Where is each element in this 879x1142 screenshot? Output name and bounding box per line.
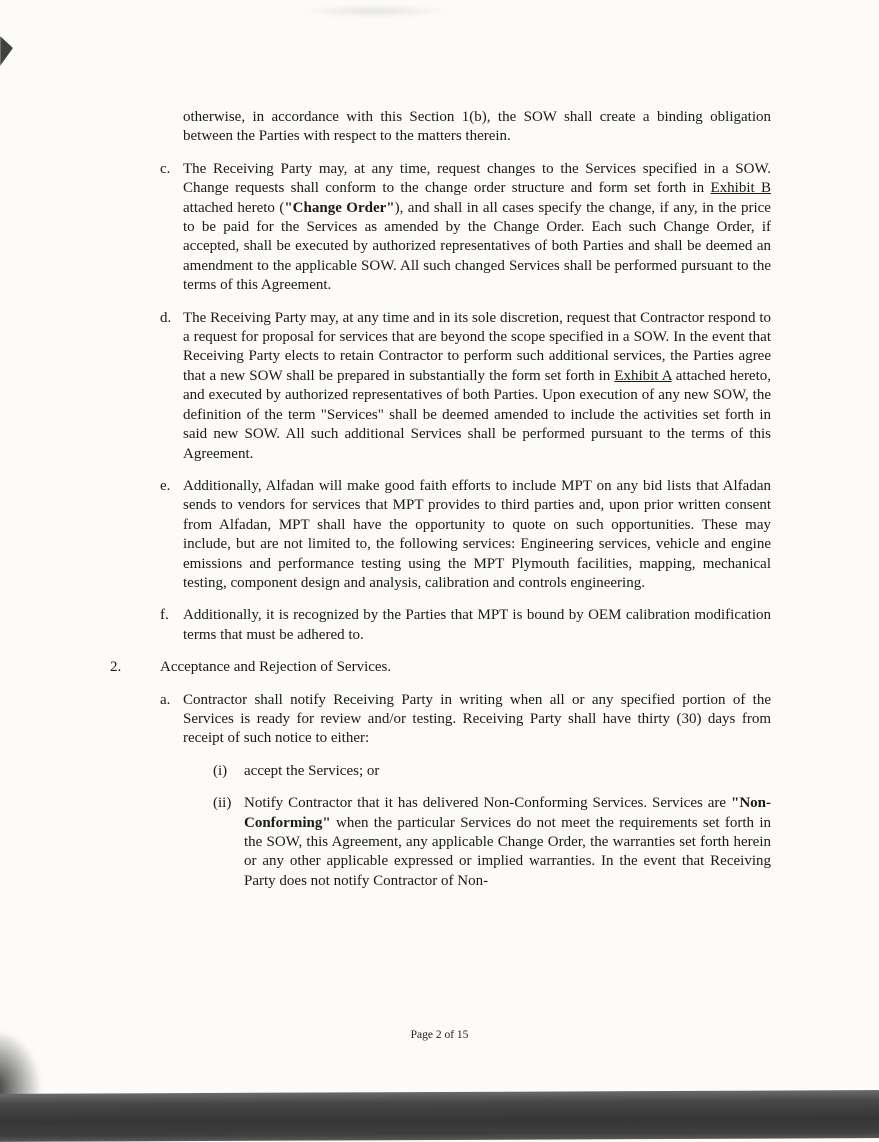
paragraph-continuation: otherwise, in accordance with this Section 1(b), the SOW shall create a binding obligation between the Parties with respect to the matters therein. (183, 109, 771, 145)
page-number: Page 2 of 15 (410, 1029, 469, 1041)
list-item-a-label: a. (160, 691, 171, 708)
list-item-i-label: (i) (213, 762, 228, 779)
list-item-f-text: Additionally, it is recognized by the Parties that MPT is bound by OEM calibration modification terms that must be adhered to. (183, 607, 771, 643)
list-item-f (160, 606, 771, 645)
section-2-number: 2. (110, 659, 122, 676)
section-2-title: Acceptance and Rejection of Services. (160, 659, 392, 676)
list-item-a-text: Contractor shall notify Receiving Party in writing when all or any specified portion of the Services is ready for review and/or testing. Receiving Party shall have thirty (30) days from receipt of such notice to either: (183, 691, 771, 747)
list-item-ii (213, 794, 771, 891)
list-item-c (160, 160, 771, 296)
scan-artifact-top-smudge (300, 5, 450, 17)
list-item-a (160, 691, 771, 749)
list-item-d-text: The Receiving Party may, at any time and in its sole discretion, request that Contractor respond to a request for proposal for services that are beyond the scope specified in a SOW. In the event that Receiving Party elects to retain Contractor to perform such additional services, the Parties agree that a new SOW shall be prepared in substantially the form set forth in Exhibit A attached hereto, and executed by authorized representatives of both Parties. Upon execution of any new SOW, the definition of the term "Services" shall be deemed amended to include the activities set forth in said new SOW. All such additional Services shall be performed pursuant to the terms of this Agreement. (183, 309, 772, 462)
scan-artifact-bottom-band (0, 1090, 879, 1142)
list-item-d (160, 309, 771, 464)
list-item-i-text: accept the Services; or (244, 762, 380, 779)
list-item-e-text: Additionally, Alfadan will make good faith efforts to include MPT on any bid lists that Alfadan sends to vendors for services that MPT provides to third parties and, upon prior written consent from Alfadan, MPT shall have the opportunity to quote on such opportunities. These may include, but are not limited to, the following services: Engineering services, vehicle and engine emissions and performance testing using the MPT Plymouth facilities, mapping, mechanical testing, component design and analysis, calibration and controls engineering. (183, 477, 771, 591)
list-item-e-label: e. (160, 477, 171, 494)
list-item-i (213, 762, 771, 781)
list-item-f-label: f. (160, 607, 169, 624)
document-body (110, 108, 771, 904)
list-item-ii-label: (ii) (213, 795, 232, 812)
list-item-c-text: The Receiving Party may, at any time, request changes to the Services specified in a SOW. Change requests shall conform to the change order structure and form set forth in Exhibit B attached hereto ("Change Order"), and shall in all cases specify the change, if any, in the price to be paid for the Services as amended by the Change Order. Each such Change Order, if accepted, shall be executed by authorized representatives of both Parties and shall be deemed an amendment to the applicable SOW. All such changed Services shall be performed pursuant to the terms of this Agreement. (183, 160, 772, 294)
list-item-d-label: d. (160, 309, 172, 326)
list-item-e (160, 477, 771, 593)
list-item-c-label: c. (160, 160, 171, 177)
scan-artifact-top-left-mark (0, 36, 13, 66)
section-2 (110, 658, 771, 677)
list-item-ii-text: Notify Contractor that it has delivered Non-Conforming Services. Services are "Non-Conforming" when the particular Services do not meet the requirements set forth in the SOW, this Agreement, any applicable Change Order, the warranties set forth herein or any other applicable expressed or implied warranties. In the event that Receiving Party does not notify Contractor of Non- (244, 795, 771, 889)
